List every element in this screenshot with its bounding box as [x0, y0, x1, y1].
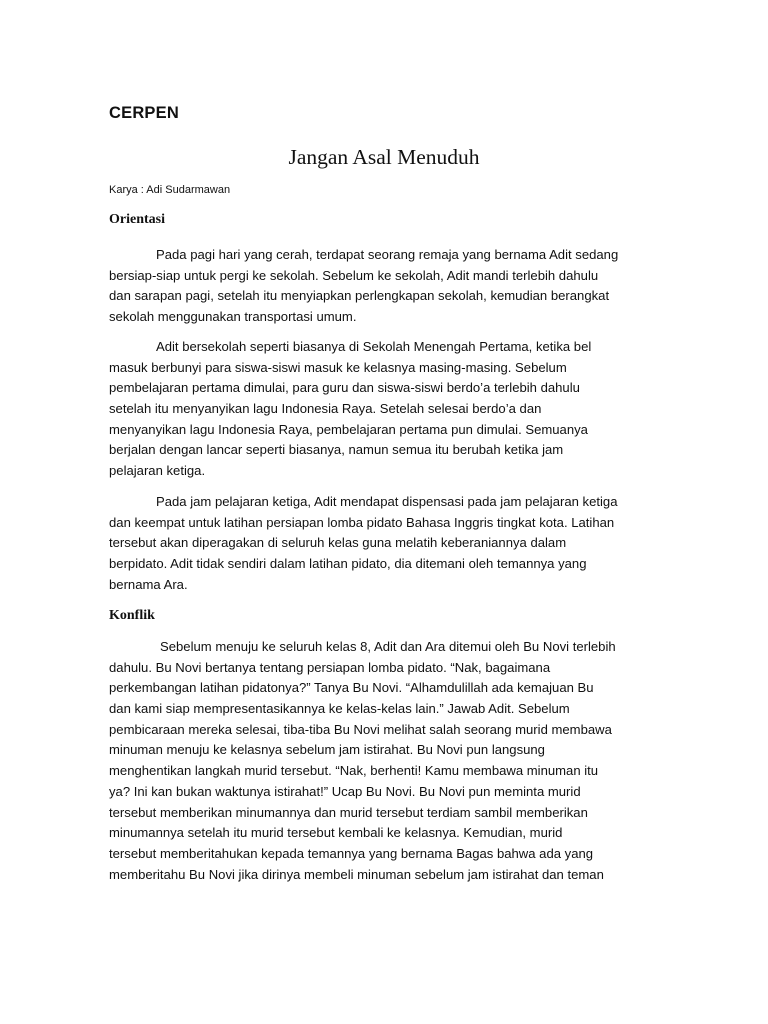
- paragraph-line: bersiap-siap untuk pergi ke sekolah. Sebelum ke sekolah, Adit mandi terlebih dahulu: [109, 267, 599, 283]
- paragraph-line: Pada jam pelajaran ketiga, Adit mendapat dispensasi pada jam pelajaran ketiga: [156, 494, 618, 509]
- story-title: Jangan Asal Menuduh: [288, 145, 480, 169]
- paragraph-orientasi-3: [109, 492, 657, 595]
- paragraph-line: menyanyikan lagu Indonesia Raya, pembelajaran pertama pun dimulai. Semuanya: [109, 421, 588, 437]
- paragraph-line: memberitahu Bu Novi jika dirinya membeli minuman sebelum jam istirahat dan teman: [109, 866, 604, 882]
- paragraph-line: tersebut akan diperagakan di seluruh kelas guna melatih keberaniannya dalam: [109, 535, 567, 551]
- paragraph-line: dan kami siap mempresentasikannya ke kelas-kelas lain.” Jawab Adit. Sebelum: [109, 701, 570, 717]
- paragraph-orientasi-2: [109, 337, 657, 482]
- paragraph-line: berjalan dengan lancar seperti biasanya, namun semua itu berubah ketika jam: [109, 442, 564, 458]
- paragraph-line: ya? Ini kan bukan waktunya istirahat!” Ucap Bu Novi. Bu Novi pun meminta murid: [109, 783, 581, 799]
- paragraph-line: Pada pagi hari yang cerah, terdapat seorang remaja yang bernama Adit sedang: [156, 247, 619, 262]
- paragraph-line: minuman menuju ke kelasnya sebelum jam istirahat. Bu Novi pun langsung: [109, 742, 545, 758]
- paragraph-line: masuk berbunyi para siswa-siswi masuk ke kelasnya masing-masing. Sebelum: [109, 359, 567, 375]
- paragraph-orientasi-1: [109, 245, 657, 328]
- paragraph-line: tersebut memberitahukan kepada temannya yang bernama Bagas bahwa ada yang: [109, 845, 594, 861]
- section-heading-orientasi: Orientasi: [109, 212, 165, 227]
- paragraph-line: pelajaran ketiga.: [109, 463, 206, 479]
- author-line: Karya : Adi Sudarmawan: [109, 184, 231, 196]
- paragraph-line: pembicaraan mereka selesai, tiba-tiba Bu Novi melihat salah seorang murid membawa: [109, 721, 612, 737]
- paragraph-line: dahulu. Bu Novi bertanya tentang persiapan lomba pidato. “Nak, bagaimana: [109, 659, 551, 675]
- paragraph-konflik-1: [109, 637, 657, 885]
- paragraph-line: berpidato. Adit tidak sendiri dalam latihan pidato, dia ditemani oleh temannya yang: [109, 556, 587, 572]
- paragraph-line: Adit bersekolah seperti biasanya di Sekolah Menengah Pertama, ketika bel: [156, 339, 592, 354]
- section-heading-konflik: Konflik: [109, 608, 155, 623]
- paragraph-line: tersebut memberikan minumannya dan murid tersebut terdiam sambil memberikan: [109, 804, 588, 820]
- paragraph-line: dan sarapan pagi, setelah itu menyiapkan perlengkapan sekolah, kemudian berangkat: [109, 288, 610, 304]
- paragraph-line: Sebelum menuju ke seluruh kelas 8, Adit dan Ara ditemui oleh Bu Novi terlebih: [160, 639, 616, 654]
- paragraph-line: minumannya setelah itu murid tersebut kembali ke kelasnya. Kemudian, murid: [109, 825, 563, 841]
- document-label: CERPEN: [109, 104, 179, 122]
- paragraph-line: dan keempat untuk latihan persiapan lomba pidato Bahasa Inggris tingkat kota. Latihan: [109, 514, 615, 530]
- paragraph-line: menghentikan langkah murid tersebut. “Nak, berhenti! Kamu membawa minuman itu: [109, 763, 599, 779]
- paragraph-line: perkembangan latihan pidatonya?” Tanya Bu Novi. “Alhamdulillah ada kemajuan Bu: [109, 680, 594, 696]
- paragraph-line: pembelajaran pertama dimulai, para guru dan siswa-siswi berdo’a terlebih dahulu: [109, 380, 580, 396]
- paragraph-line: sekolah menggunakan transportasi umum.: [109, 309, 357, 325]
- paragraph-line: bernama Ara.: [109, 576, 188, 592]
- paragraph-line: setelah itu menyanyikan lagu Indonesia Raya. Setelah selesai berdo’a dan: [109, 401, 542, 417]
